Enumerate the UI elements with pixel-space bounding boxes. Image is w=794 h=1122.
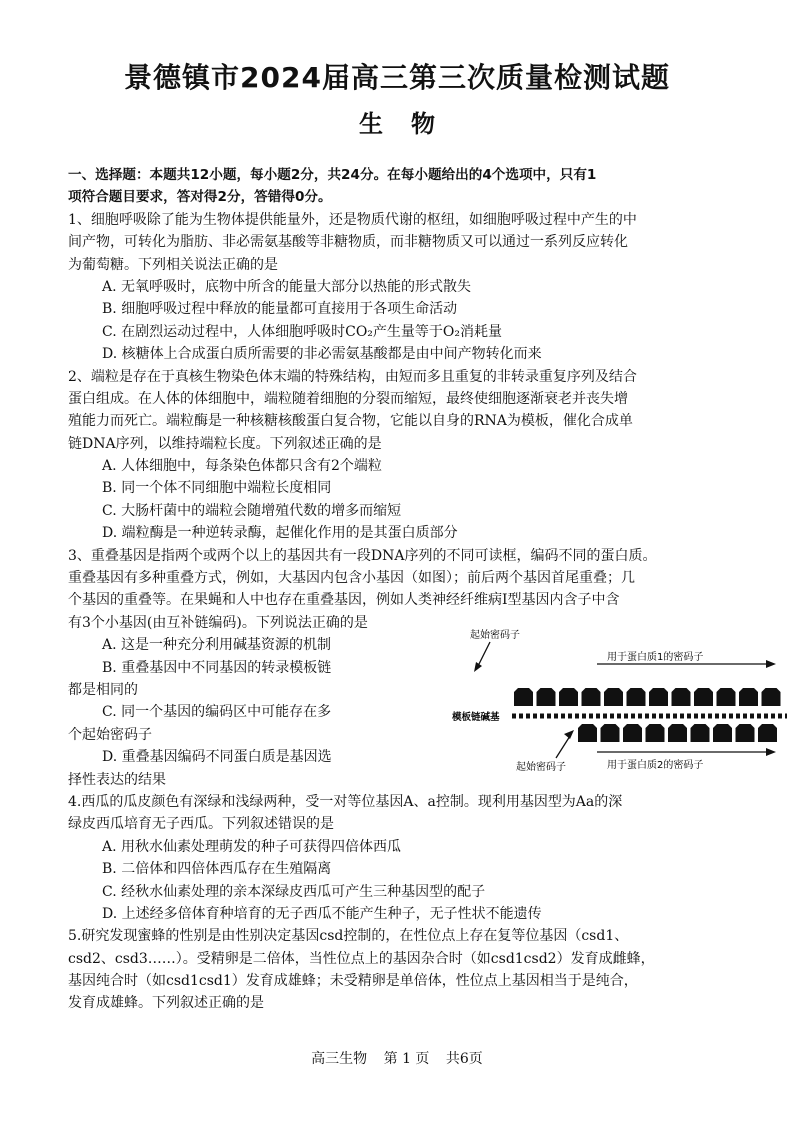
option-b: B. 二倍体和四倍体西瓜存在生殖隔离	[102, 861, 332, 878]
question-stem-line: 基因纯合时（如csd1csd1）发育成雄蜂；未受精卵是单倍体，性位点上基因相当于是纯合，	[68, 973, 638, 990]
question-3	[68, 545, 728, 791]
question-stem-line: 2、端粒是存在于真核生物染色体末端的特殊结构，由短而多且重复的非转录重复序列及结合	[68, 368, 637, 385]
codon-block	[604, 688, 623, 706]
codon-block	[514, 688, 533, 706]
question-2	[68, 366, 728, 545]
page-footer	[0, 1048, 794, 1068]
codon-block	[717, 688, 736, 706]
page-title: 景德镇市2024届高三第三次质量检测试题	[124, 61, 670, 94]
option-d: D. 上述经多倍体育种培育的无子西瓜不能产生种子，无子性状不能遗传	[102, 905, 542, 922]
codon-block	[713, 724, 732, 742]
start-codon-label-top: 起始密码子	[470, 630, 520, 642]
codon-block	[646, 724, 665, 742]
codon-block	[649, 688, 668, 706]
question-stem-line: 个基因的重叠等。在果蝇和人中也存在重叠基因，例如人类神经纤维病Ⅰ型基因内含子中含	[68, 592, 620, 609]
codon-block	[762, 688, 781, 706]
question-stem-line: 重叠基因有多种重叠方式，例如，大基因内包含小基因（如图）；前后两个基因首尾重叠；几	[68, 570, 635, 587]
codon-block	[694, 688, 713, 706]
protein1-codon-row	[514, 688, 781, 706]
section-heading-line: 一、选择题：本题共12小题，每小题2分，共24分。在每小题给出的4个选项中，只有1	[68, 167, 597, 183]
codon-block	[668, 724, 687, 742]
option-a: A. 人体细胞中，每条染色体都只含有2个端粒	[102, 458, 382, 475]
option-a: A. 无氧呼吸时，底物中所含的能量大部分以热能的形式散失	[102, 278, 472, 295]
codon-block	[601, 724, 620, 742]
option-d: D. 端粒酶是一种逆转录酶，起催化作用的是其蛋白质部分	[102, 525, 458, 542]
question-stem-line: 4.西瓜的瓜皮颜色有深绿和浅绿两种，受一对等位基因A、a控制。现利用基因型为Aa的深	[68, 793, 623, 810]
codon-block	[559, 688, 578, 706]
codon-block	[578, 724, 597, 742]
section-heading-line: 项符合题目要求，答对得2分，答错得0分。	[68, 189, 332, 206]
question-stem-line: 绿皮西瓜培育无子西瓜。下列叙述错误的是	[68, 816, 334, 833]
question-4	[68, 791, 728, 925]
option-c: C. 经秋水仙素处理的亲本深绿皮西瓜可产生三种基因型的配子	[102, 883, 486, 900]
option-a: A. 用秋水仙素处理萌发的种子可获得四倍体西瓜	[102, 838, 402, 855]
codon-block	[623, 724, 642, 742]
protein1-codon-label: 用于蛋白质1的密码子	[607, 652, 704, 664]
question-1	[68, 209, 728, 366]
question-stem-line: 链DNA序列，以维持端粒长度。下列叙述正确的是	[68, 435, 382, 452]
question-stem-line: 3、重叠基因是指两个或两个以上的基因共有一段DNA序列的不同可读框，编码不同的蛋白质。	[68, 547, 657, 564]
option-b: B. 重叠基因中不同基因的转录模板链	[102, 659, 332, 676]
overlapping-gene-diagram	[452, 624, 792, 774]
codon-block	[672, 688, 691, 706]
footer-page-number: 第 1 页	[383, 1051, 430, 1067]
codon-block	[758, 724, 777, 742]
codon-block	[627, 688, 646, 706]
option-a: A. 这是一种充分利用碱基资源的机制	[102, 637, 332, 654]
question-stem-line: 1、细胞呼吸除了能为生物体提供能量外，还是物质代谢的枢纽，如细胞呼吸过程中产生的中	[68, 211, 637, 228]
question-stem-line: 有3个小基因(由互补链编码)。下列说法正确的是	[68, 614, 368, 631]
question-stem-line: 殖能力而死亡。端粒酶是一种核糖核酸蛋白复合物，它能以自身的RNA为模板，催化合成单	[68, 413, 633, 430]
option-c: C. 大肠杆菌中的端粒会随增殖代数的增多而缩短	[102, 502, 402, 519]
option-c-continued: 个起始密码子	[68, 726, 152, 743]
question-stem-line: 为葡萄糖。下列相关说法正确的是	[68, 256, 278, 273]
codon-block	[582, 688, 601, 706]
subject-title: 生物	[359, 110, 463, 138]
question-stem-line: 发育成雄蜂。下列叙述正确的是	[68, 995, 264, 1012]
option-b: B. 同一个体不同细胞中端粒长度相同	[102, 480, 332, 497]
codon-block	[739, 688, 758, 706]
protein2-codon-label: 用于蛋白质2的密码子	[607, 760, 704, 772]
footer-subject: 高三生物	[311, 1051, 368, 1067]
question-stem-line: 蛋白组成。在人体的体细胞中，端粒随着细胞的分裂而缩短，最终使细胞逐渐衰老并丧失增	[68, 390, 628, 407]
question-stem-line: 间产物，可转化为脂肪、非必需氨基酸等非糖物质，而非糖物质又可以通过一系列反应转化	[68, 234, 628, 251]
option-b-continued: 都是相同的	[68, 681, 138, 698]
option-c: C. 同一个基因的编码区中可能存在多	[102, 704, 332, 721]
question-5	[68, 925, 728, 1015]
option-d: D. 重叠基因编码不同蛋白质是基因选	[102, 749, 332, 766]
codon-block	[736, 724, 755, 742]
option-c: C. 在剧烈运动过程中，人体细胞呼吸时CO₂产生量等于O₂消耗量	[102, 323, 503, 340]
footer-total-pages: 共6页	[445, 1051, 483, 1067]
option-d: D. 核糖体上合成蛋白质所需要的非必需氨基酸都是由中间产物转化而来	[102, 346, 542, 363]
question-stem-line: 5.研究发现蜜蜂的性别是由性别决定基因csd控制的，在性位点上存在复等位基因（csd1、	[68, 928, 629, 945]
start-codon-label-bottom: 起始密码子	[516, 762, 566, 774]
question-3-options-and-figure	[68, 630, 728, 791]
option-d-continued: 择性表达的结果	[68, 771, 166, 788]
protein2-codon-row	[578, 724, 777, 742]
template-strand-label: 模板链碱基	[452, 712, 500, 724]
question-stem-line: csd2、csd3……）。受精卵是二倍体，当性位点上的基因杂合时（如csd1csd2）发育成雌蜂，	[68, 950, 655, 967]
option-b: B. 细胞呼吸过程中释放的能量都可直接用于各项生命活动	[102, 301, 458, 318]
codon-block	[537, 688, 556, 706]
codon-block	[691, 724, 710, 742]
exam-body	[68, 164, 728, 1015]
